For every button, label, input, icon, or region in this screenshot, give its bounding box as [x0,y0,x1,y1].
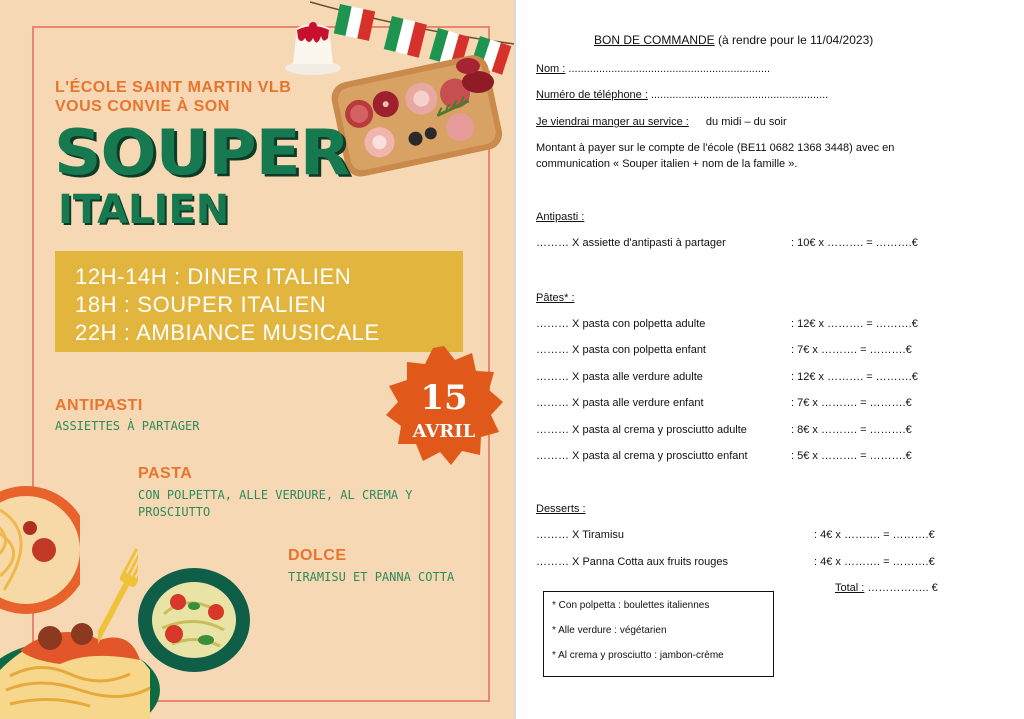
menu-dolce-title: DOLCE [288,547,347,564]
menu-desc-line: PROSCIUTTO [138,505,211,519]
order-price[interactable]: : 5€ x ………. = ……….€ [791,450,912,462]
date-month: AVRIL [412,421,476,442]
menu-pasta-desc [138,487,413,521]
menu-antipasti-desc [55,418,200,435]
menu-dolce-desc [288,569,454,586]
menu-desc-line: CON POLPETTA, ALLE VERDURE, AL CREMA Y [138,488,413,502]
order-price[interactable]: : 4€ x ………. = ……….€ [814,529,935,541]
charcuterie-board-illustration [328,42,504,182]
order-item[interactable]: ……… X pasta con polpetta adulte [536,318,706,330]
form-heading-row [594,34,873,47]
order-price[interactable]: : 4€ x ………. = ……….€ [814,556,935,568]
order-price[interactable]: : 7€ x ………. = ……….€ [791,397,912,409]
order-item[interactable]: ……… X pasta alle verdure adulte [536,371,703,383]
footnote: * Con polpetta : boulettes italiennes [552,600,710,611]
menu-desc-line: ASSIETTES À PARTAGER [55,419,200,433]
intro-line-1: L'ÉCOLE SAINT MARTIN VLB [55,79,292,96]
order-price[interactable]: : 12€ x ………. = ……….€ [791,318,918,330]
form-heading: BON DE COMMANDE [594,33,715,47]
flyer-intro [55,78,291,116]
section-antipasti-title: Antipasti : [536,211,585,223]
order-price[interactable]: : 12€ x ………. = ……….€ [791,371,918,383]
footnote: * Al crema y prosciutto : jambon-crème [552,650,724,661]
intro-line-2: VOUS CONVIE À SON [55,98,230,115]
schedule-box [55,251,463,352]
order-item[interactable]: ……… X assiette d'antipasti à partager [536,237,726,249]
phone-field[interactable]: .......................................................... [650,89,829,101]
service-row [536,116,787,129]
service-label: Je viendrai manger au service : [536,116,689,128]
footnote-box [543,591,774,677]
menu-antipasti-title: ANTIPASTI [55,397,143,414]
order-item[interactable]: ……… X pasta alle verdure enfant [536,397,704,409]
menu-desc-line: TIRAMISU ET PANNA COTTA [288,570,455,584]
order-item[interactable]: ……… X pasta al crema y prosciutto adulte [536,424,747,436]
date-day: 15 [420,378,468,418]
flyer-subtitle: ITALIEN [58,187,230,233]
name-row [536,63,770,76]
schedule-line: 12H-14H : DINER ITALIEN [75,264,352,289]
section-pates-title: Pâtes* : [536,292,575,304]
schedule-line: 18H : SOUPER ITALIEN [75,292,327,317]
schedule-line: 22H : AMBIANCE MUSICALE [75,320,380,345]
total-label: Total : [835,582,865,594]
section-desserts-title: Desserts : [536,503,586,515]
order-price[interactable]: : 10€ x ………. = ……….€ [791,237,918,249]
name-label: Nom : [536,63,566,75]
menu-pasta-title: PASTA [138,465,193,482]
order-item[interactable]: ……… X pasta con polpetta enfant [536,344,706,356]
phone-label: Numéro de téléphone : [536,89,648,101]
order-item[interactable]: ……… X Panna Cotta aux fruits rouges [536,556,728,568]
veggie-pasta-bowl-illustration [136,564,252,674]
order-item[interactable]: ……… X pasta al crema y prosciutto enfant [536,450,748,462]
order-item[interactable]: ……… X Tiramisu [536,529,625,541]
name-field[interactable]: .................................................................. [568,63,771,75]
order-form [516,0,1024,719]
order-price[interactable]: : 7€ x ………. = ……….€ [791,344,912,356]
total-field[interactable]: …………….. € [867,582,938,594]
total-row [835,582,938,595]
service-options[interactable]: du midi – du soir [705,116,787,128]
fork-illustration [98,540,138,660]
flyer-title: SOUPER [54,115,350,190]
payment-line-1: Montant à payer sur le compte de l'école (BE11 0682 1368 3448) avec en [536,142,895,154]
order-price[interactable]: : 8€ x ………. = ……….€ [791,424,912,436]
date-badge [383,344,505,466]
payment-line-2: communication « Souper italien + nom de la famille ». [536,158,798,170]
form-heading-note: (à rendre pour le 11/04/2023) [718,33,874,47]
phone-row [536,89,828,102]
footnote: * Alle verdure : végétarien [552,625,667,636]
